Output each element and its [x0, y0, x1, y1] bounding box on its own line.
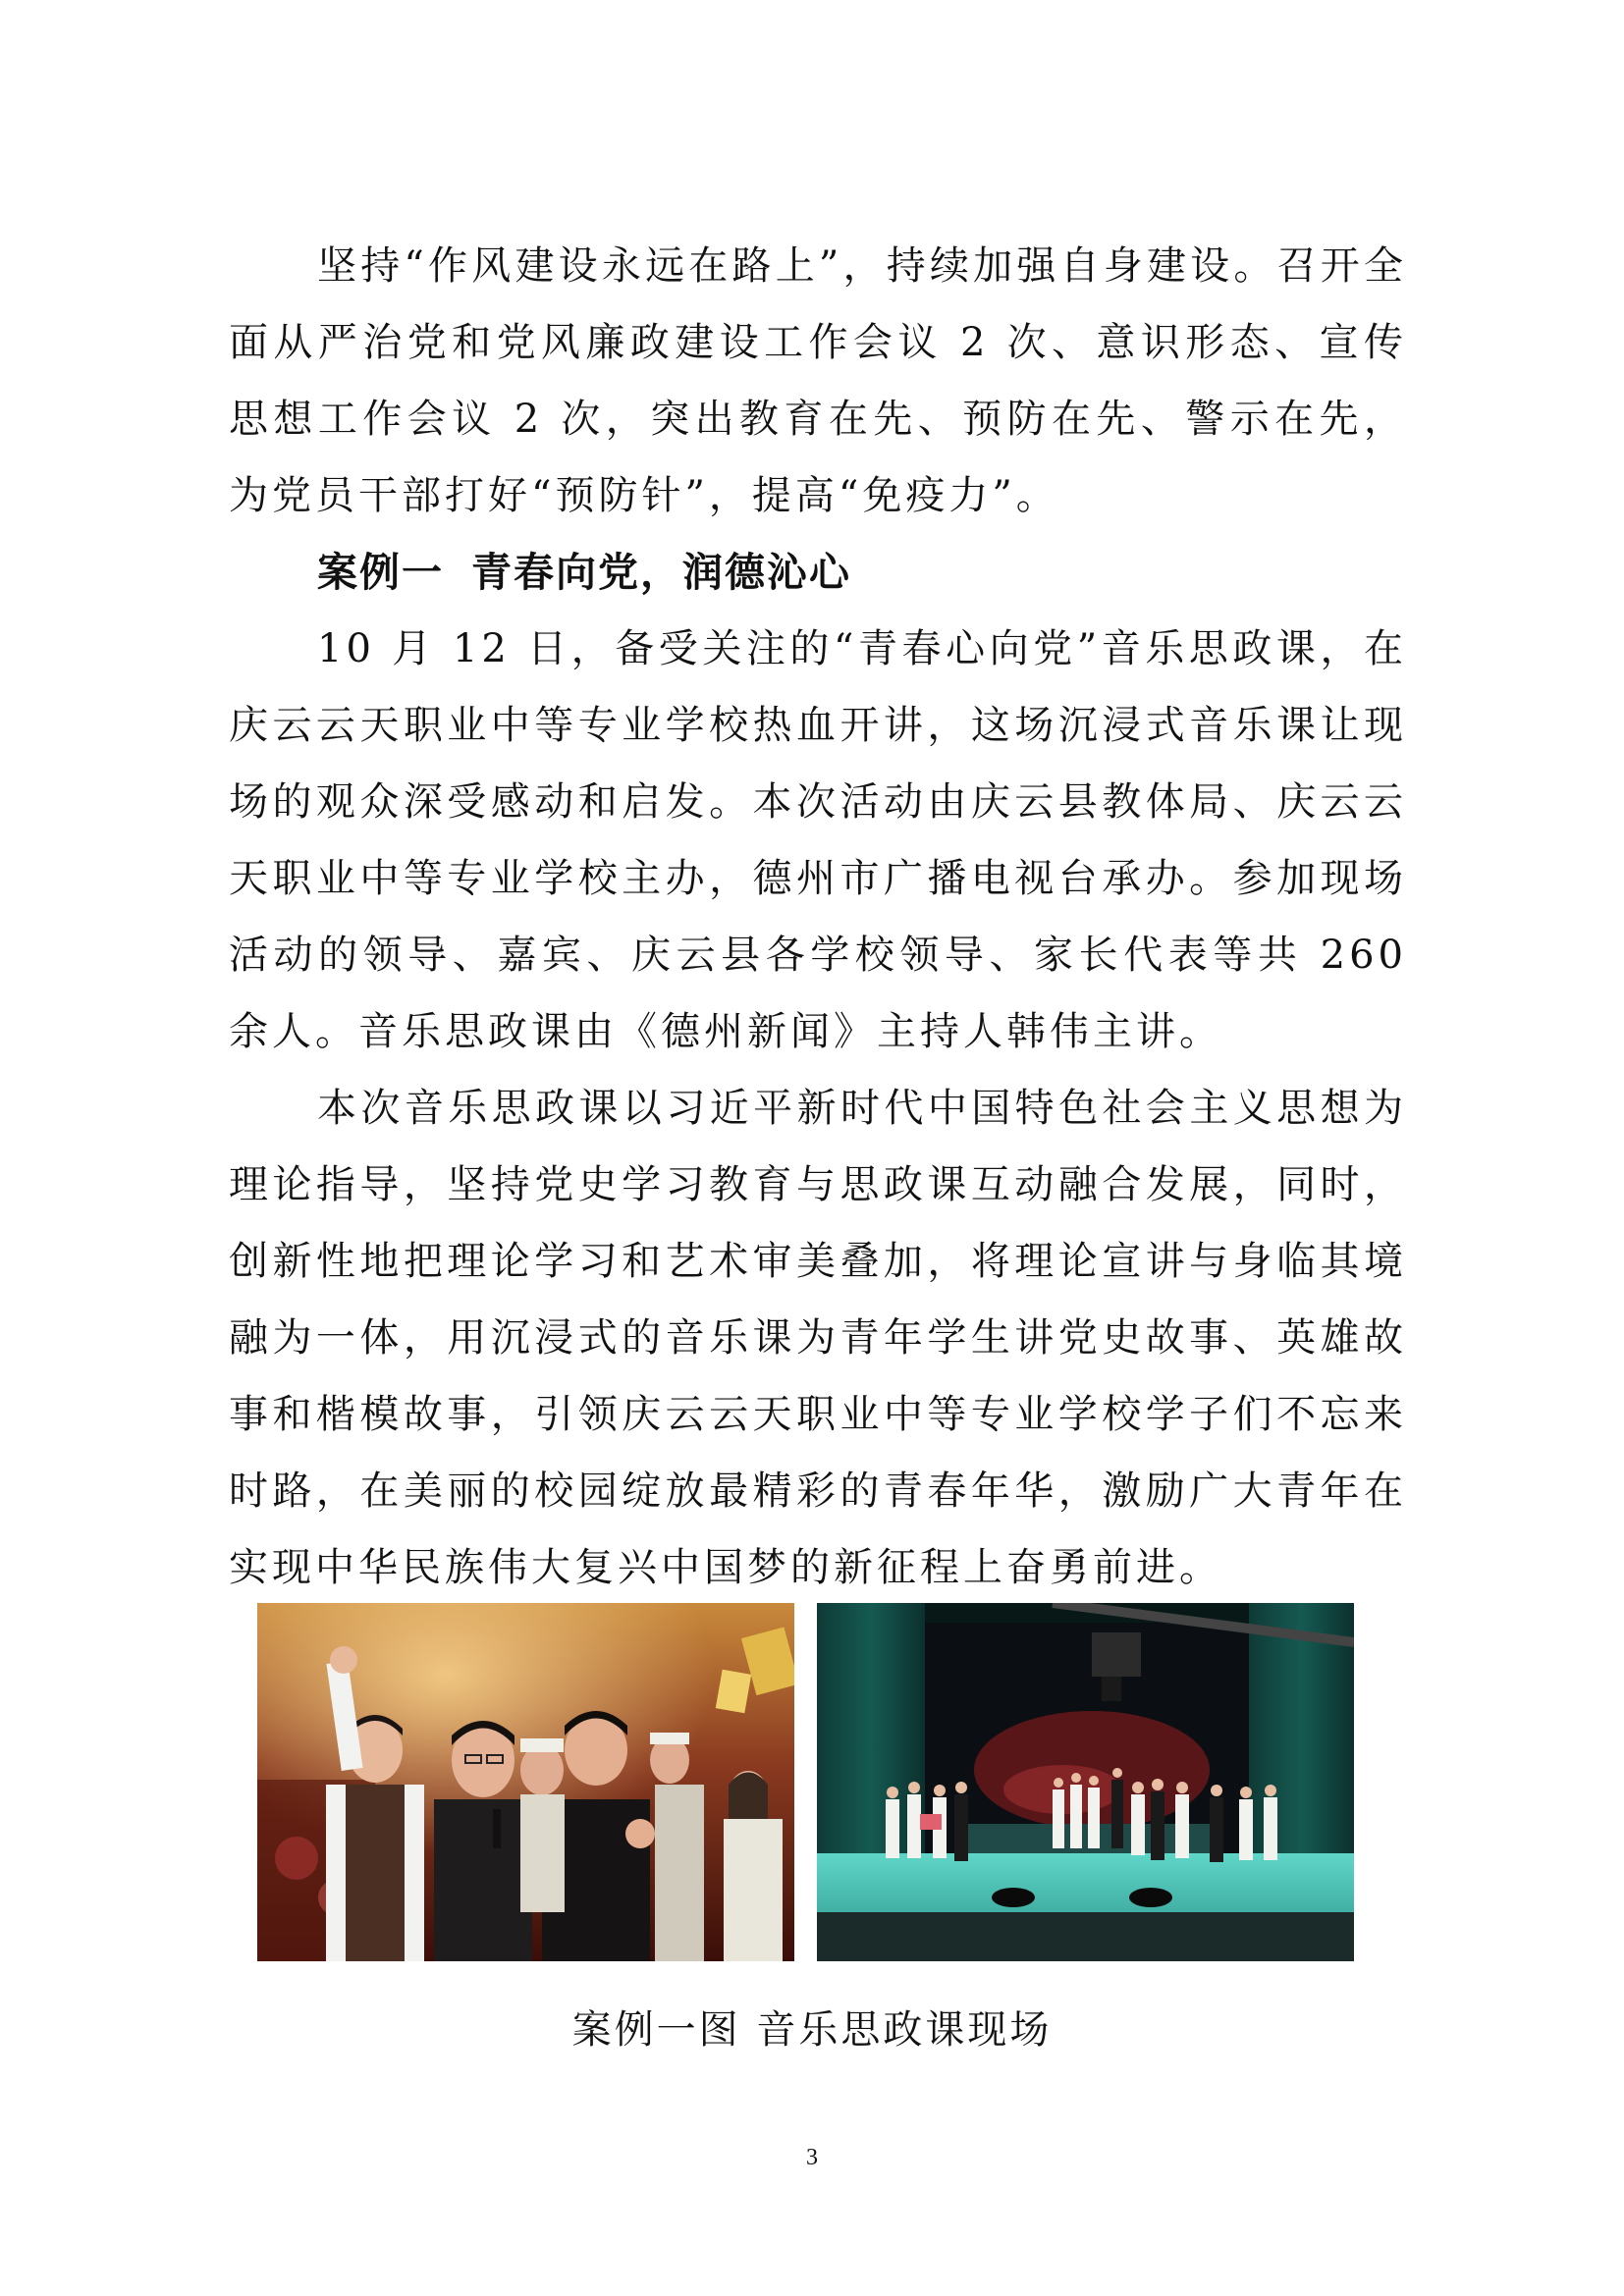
case-heading-title: 青春向党，润德沁心 [471, 549, 851, 596]
case-heading [317, 534, 851, 611]
figure-caption: 案例一图 音乐思政课现场 [571, 2007, 1053, 2053]
case-heading-label: 案例一 [317, 549, 444, 596]
paragraph-event-intro: 10 月 12 日，备受关注的“青春心向党”音乐思政课，在庆云云天职业中等专业学校热血开讲，这场沉浸式音乐课让现场的观众深受感动和启发。本次活动由庆云县教体局、庆云云天职业中等专业学校主办，德州市广播电视台承办。参加现场活动的领导、嘉宾、庆云县各学校领导、家长代表等共 260 余人。音乐思政课由《德州新闻》主持人韩伟主讲。 [229, 626, 1407, 1054]
paragraph-style-building: 坚持“作风建设永远在路上”，持续加强自身建设。召开全面从严治党和党风廉政建设工作会议 2 次、意识形态、宣传思想工作会议 2 次，突出教育在先、预防在先、警示在先，为党员干部打好“预防针”，提高“免疫力”。 [229, 243, 1407, 518]
paragraph-event-significance: 本次音乐思政课以习近平新时代中国特色社会主义思想为理论指导，坚持党史学习教育与思政课互动融合发展，同时，创新性地把理论学习和艺术审美叠加，将理论宣讲与身临其境融为一体，用沉浸式的音乐课为青年学生讲党史故事、英雄故事和楷模故事，引领庆云云天职业中等专业学校学子们不忘来时路，在美丽的校园绽放最精彩的青春年华，激励广大青年在实现中华民族伟大复兴中国梦的新征程上奋勇前进。 [229, 1086, 1407, 1590]
photo-stage-wide [817, 1603, 1354, 1961]
page-number: 3 [806, 2145, 818, 2170]
photo-performers-closeup [257, 1603, 794, 1961]
